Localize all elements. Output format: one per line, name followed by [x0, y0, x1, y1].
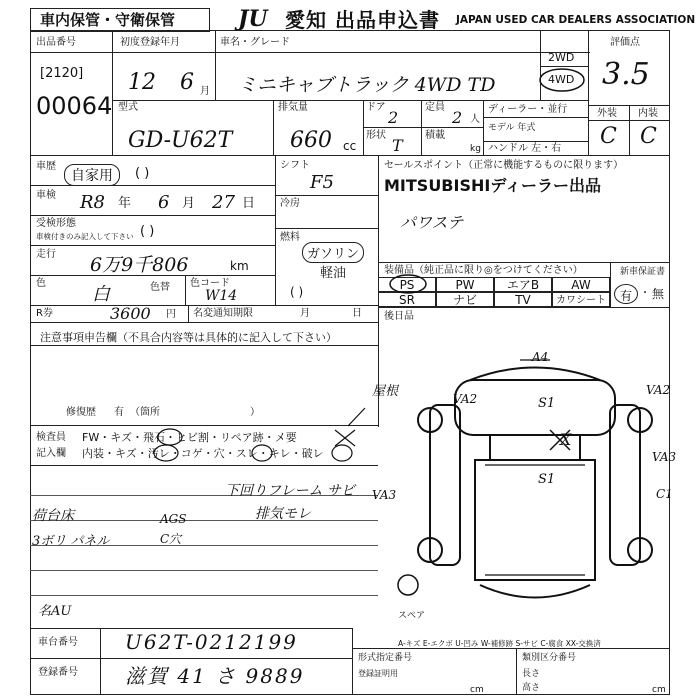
cm-unit-1: cm: [470, 685, 484, 695]
chassis-label: 車台番号: [38, 637, 78, 648]
sales-points-line1: MITSUBISHIディーラー出品: [384, 176, 602, 195]
color-value: 白: [92, 284, 110, 305]
vehicle-diagram: [400, 355, 670, 615]
displacement-label: 排気量: [278, 102, 308, 113]
lot-label: 出品番号: [36, 37, 76, 48]
load-label: 積載: [425, 130, 445, 141]
drive-4wd-circle: [538, 66, 588, 92]
grade-value: 3.5: [602, 57, 650, 92]
equip-aw: AW: [552, 277, 610, 292]
recycle-label: R券: [36, 308, 53, 319]
diagram-mark-s1-bed: S1: [538, 472, 556, 487]
fuel-selected: ガソリン: [307, 247, 360, 262]
note-frame: 下回りフレーム サビ: [225, 483, 355, 499]
mileage-unit: km: [230, 259, 249, 273]
capacity-value: 2: [452, 108, 463, 127]
equip-airbag: エアB: [494, 277, 552, 292]
mileage-value: 6万9千806: [90, 254, 189, 276]
warranty-yes-box: [614, 284, 638, 304]
diagram-mark-c1: C1: [656, 487, 673, 501]
chassis-value: U62T-0212199: [125, 630, 298, 654]
drive-2wd: 2WD: [548, 51, 575, 64]
handle-label: ハンドル 左・右: [488, 143, 562, 154]
repair-location: （箇所: [130, 407, 160, 418]
shift-value: F5: [310, 172, 334, 193]
inspector-label: 検査員: [36, 432, 66, 443]
aircon-label: 冷房: [280, 198, 300, 209]
shaken-month: 6: [158, 192, 170, 213]
acceptance-label: 受検形態: [36, 218, 76, 229]
shaken-year-unit: 年: [118, 196, 132, 211]
sales-points-line2: パワステ: [400, 213, 464, 232]
drive-4wd: 4WD: [548, 73, 575, 86]
grade-label: 評価点: [610, 37, 640, 48]
notes-label: 注意事項申告欄（不具合内容等は具体的に記入して下さい）: [40, 331, 337, 344]
diagram-mark-a4: A4: [532, 350, 549, 364]
history-paren: ( ): [135, 166, 150, 181]
shaken-day-unit: 日: [242, 196, 256, 211]
note-roof: 屋根: [372, 384, 399, 399]
inspection-row2: 内装・キズ・汚レ・コゲ・穴・スレ・キレ・破レ: [82, 447, 324, 460]
equip-leather: カワシート: [552, 292, 610, 307]
height-label: 高さ: [522, 683, 541, 693]
notice-month-unit: 月: [300, 308, 310, 319]
color-changed-label: 色替: [150, 282, 170, 293]
ju-logo-text: JU: [238, 6, 268, 32]
interior-grade: C: [640, 124, 657, 149]
equip-ps-circle: [388, 273, 428, 295]
history-value-box: [64, 164, 120, 186]
recycle-value: 3600: [110, 304, 151, 323]
damage-legend: A-キズ E-エクボ U-凹み W-補修跡 S-サビ C-腐食 XX-交換済: [398, 639, 601, 648]
shaken-era: R8: [80, 192, 106, 213]
note-exhaust: 排気モレ: [255, 506, 311, 522]
diagram-mark-va2-left: VA2: [453, 392, 478, 406]
storage-label: 車内保管・守衛保管: [40, 11, 176, 29]
shape-label: 形状: [366, 130, 386, 141]
color-label: 色: [36, 278, 46, 289]
history-value: 自家用: [71, 168, 113, 184]
shaken-label: 車検: [36, 190, 56, 201]
dealer-label: ディーラー・並行: [488, 104, 568, 115]
note-ags: AGS: [160, 512, 187, 526]
color-code-value: W14: [205, 288, 238, 304]
acceptance-note: 車検付きのみ記入して下さい: [36, 232, 134, 241]
note-c-hole: C穴: [160, 532, 182, 546]
displacement-unit: cc: [343, 139, 357, 153]
form-subtitle: JAPAN USED CAR DEALERS ASSOCIATION: [456, 14, 696, 26]
repair-label: 修復歴: [66, 407, 96, 418]
displacement-value: 660: [290, 128, 332, 153]
diagram-mark-va3: VA3: [652, 450, 677, 464]
note-loading: 荷台床: [32, 508, 74, 524]
history-label: 車歴: [36, 161, 56, 172]
fuel-paren: ( ): [290, 285, 304, 299]
equip-tv: TV: [494, 292, 552, 307]
registration-year: 12: [128, 70, 156, 95]
shift-label: シフト: [280, 160, 310, 171]
shaken-month-unit: 月: [182, 196, 196, 211]
plate-label: 登録番号: [38, 667, 78, 678]
diagram-mark-x: X: [560, 430, 572, 449]
length-label: 長さ: [522, 669, 541, 679]
interior-label: 内装: [638, 108, 658, 119]
warranty-label: 新車保証書: [620, 267, 666, 277]
warranty-no: 無: [652, 287, 665, 301]
registration-month: 6: [180, 70, 194, 95]
form-title: 愛知 出品申込書: [285, 8, 440, 32]
type-value: GD-U62T: [128, 128, 233, 153]
reg-cert-label: 登録証明用: [358, 669, 398, 678]
fuel-selected-box: [302, 242, 364, 263]
equip-sr: SR: [378, 292, 436, 307]
equip-pw: PW: [436, 277, 494, 292]
equipment-label: 装備品（純正品に限り◎をつけてください）: [384, 265, 583, 276]
notice-day-unit: 日: [352, 308, 362, 319]
registration-month-unit: 月: [200, 86, 210, 97]
load-unit: kg: [470, 144, 481, 154]
sales-points-label: セールスポイント（正常に機能するものに限ります）: [384, 160, 624, 171]
lot-code: [2120]: [40, 66, 84, 81]
color-code-label: 色コード: [190, 278, 230, 289]
fuel-other: 軽油: [320, 266, 347, 281]
model-label: 車名・グレード: [220, 37, 290, 48]
class-label: 類別区分番号: [522, 653, 577, 663]
cm-unit-2: cm: [652, 685, 666, 695]
ju-logo: [238, 8, 282, 30]
capacity-label: 定員: [425, 102, 445, 113]
entry-label: 記入欄: [36, 448, 66, 459]
diagram-mark-va2-right: VA2: [646, 383, 671, 397]
model-year-label: モデル 年式: [488, 123, 536, 133]
equip-navi: ナビ: [436, 292, 494, 307]
shaken-day: 27: [212, 192, 235, 213]
acceptance-paren: ( ): [140, 224, 155, 239]
spare-label: スペア: [398, 611, 426, 621]
inspection-row1: FW・キズ・飛石・ヒビ割・リペア跡・メ要: [82, 431, 297, 444]
mileage-label: 走行: [36, 249, 56, 260]
inspection-marks: [150, 426, 370, 466]
model-value: ミニキャブトラック 4WD TD: [238, 74, 496, 96]
later-input-label: 後日品: [384, 311, 414, 322]
warranty-yes: 有: [619, 289, 632, 303]
plate-value: 滋賀 41 さ 9889: [125, 664, 305, 688]
doors-value: 2: [388, 108, 399, 127]
repair-has: 有: [114, 407, 124, 418]
registration-label: 初度登録年月: [120, 37, 180, 48]
warranty-separator: ・: [640, 288, 650, 299]
exterior-grade: C: [600, 124, 617, 149]
note-loading2: 3ボリ パネル: [32, 534, 110, 549]
fuel-label: 燃料: [280, 232, 300, 243]
note-name: 名AU: [38, 604, 72, 619]
equip-ps: PS: [378, 277, 436, 292]
notice-label: 名変通知期限: [193, 308, 253, 319]
note-va3: VA3: [372, 488, 397, 502]
doors-label: ドア: [366, 102, 386, 113]
exterior-label: 外装: [597, 108, 617, 119]
lot-number: 00064: [36, 92, 113, 120]
recycle-unit: 円: [166, 309, 176, 320]
repair-close: ）: [250, 407, 260, 418]
type-label: 型式: [118, 102, 138, 113]
designated-label: 形式指定番号: [358, 653, 413, 663]
diagram-mark-s1-top: S1: [538, 396, 556, 411]
shape-value: T: [392, 136, 403, 155]
capacity-unit: 人: [470, 114, 480, 125]
